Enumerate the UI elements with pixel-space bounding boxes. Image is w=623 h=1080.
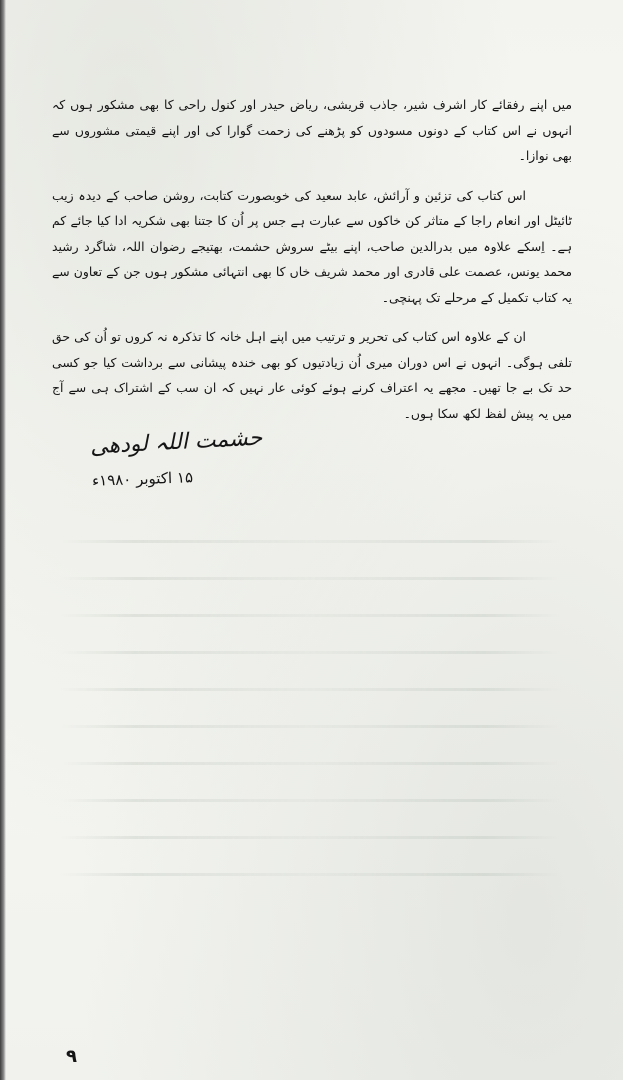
paragraph-acknowledgement-design: اس کتاب کی تزئین و آرائش، عابد سعید کی خوبصورت کتابت، روشن صاحب کے دیدہ زیب ٹائیٹل اور انعام راجا کے متاثر کن خاکوں سے عبارت ہے جس پر اُن کا جتنا بھی شکریہ ادا کیا جائے کم ہے۔ اِسکے علاوہ میں بدرالدین صاحب، اپنے بیٹے سروش حشمت، بھتیجے رضوان اللہ، شاگرد رشید محمد یونس، عصمت علی قادری اور محمد شریف خاں کا بھی انتہائی مشکور ہوں جن کے تعاون سے یہ کتاب تکمیل کے مرحلے تک پہنچی۔ [52, 187, 572, 305]
page-number: ۹ [66, 1046, 77, 1067]
author-signature: حشمت اللہ لودھی [89, 425, 263, 460]
body-text [52, 92, 572, 440]
scan-edge [0, 0, 6, 1080]
bleed-through-background [60, 540, 560, 940]
paragraph-acknowledgement-colleagues: میں اپنے رفقائے کار اشرف شیر، جاذب قریشی، ریاض حیدر اور کنول راحی کا بھی مشکور ہوں کہ انہوں نے اس کتاب کے دونوں مسودوں کو پڑھنے کی زحمت گوارا کی اور اپنے قیمتی مشوروں سے بھی نوازا۔ [52, 97, 572, 163]
paragraph-acknowledgement-family: ان کے علاوہ اس کتاب کی تحریر و ترتیب میں اپنے اہل خانہ کا تذکرہ نہ کروں تو اُن کی حق تلفی ہوگی۔ انہوں نے اس دوران میری اُن زیادتیوں کو بھی خندہ پیشانی سے برداشت کیا جو کسی حد تک بے جا تھیں۔ مجھے یہ اعتراف کرنے ہوئے کوئی عار نہیں کہ ان سب کے اشتراک ہی سے آج میں یہ پیش لفظ لکھ سکا ہوں۔ [52, 329, 572, 421]
signature-date: ۱۵ اکتوبر ۱۹۸۰ء [91, 468, 194, 490]
